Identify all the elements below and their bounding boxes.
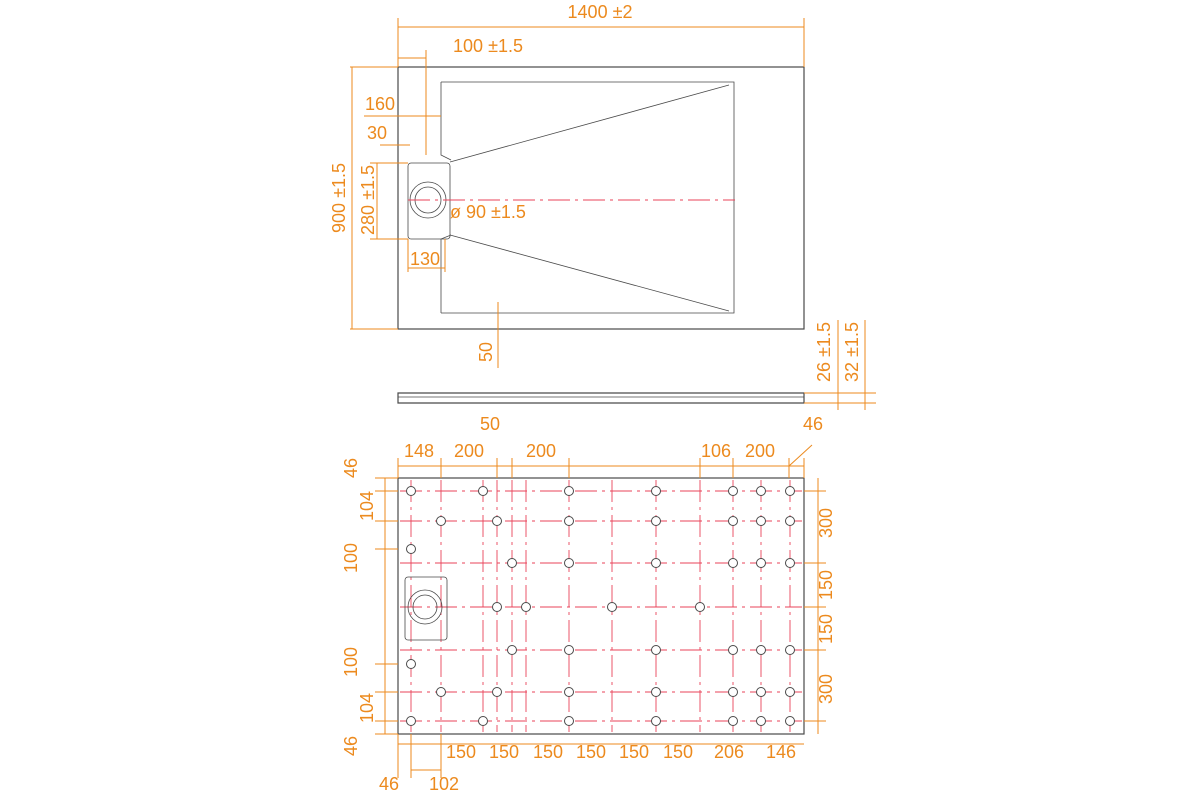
support-hole (508, 646, 517, 655)
support-hole (493, 688, 502, 697)
top-view (398, 67, 804, 329)
support-hole (786, 717, 795, 726)
dim-r150-b: 150 (816, 613, 836, 645)
dim-x150-a: 150 (445, 742, 477, 762)
support-hole (565, 517, 574, 526)
support-hole (786, 688, 795, 697)
support-hole (652, 646, 661, 655)
support-hole (729, 487, 738, 496)
slope-line-upper (450, 85, 729, 162)
tray-side-profile (398, 393, 804, 403)
dim-b46-right: 46 (802, 414, 824, 434)
shower-area-outline (441, 82, 734, 313)
dim-26: 26 ±1.5 (814, 322, 834, 382)
drain-housing (408, 163, 450, 239)
dim-280: 280 ±1.5 (358, 165, 378, 235)
dim-x150-e: 150 (618, 742, 650, 762)
support-hole (565, 646, 574, 655)
dim-b200c: 200 (744, 441, 776, 461)
support-hole (565, 688, 574, 697)
support-hole (565, 487, 574, 496)
dim-50-vertical: 50 (476, 341, 496, 363)
support-hole (729, 517, 738, 526)
support-hole (407, 545, 416, 554)
support-hole (652, 487, 661, 496)
dim-x146: 146 (765, 742, 797, 762)
support-hole (786, 517, 795, 526)
support-hole (608, 603, 617, 612)
support-hole (786, 646, 795, 655)
support-holes (407, 487, 795, 726)
dim-x150-c: 150 (532, 742, 564, 762)
dim-l46-top: 46 (341, 457, 361, 479)
support-hole (479, 487, 488, 496)
support-hole (493, 517, 502, 526)
centerline-grid (400, 480, 802, 732)
support-hole (493, 603, 502, 612)
dim-b50: 50 (479, 414, 501, 434)
support-hole (652, 688, 661, 697)
dim-l100-top: 100 (341, 542, 361, 574)
support-hole (508, 559, 517, 568)
support-hole (757, 559, 766, 568)
dim-l100-bottom: 100 (341, 646, 361, 678)
dim-30: 30 (366, 123, 388, 143)
support-hole (757, 517, 766, 526)
dim-130: 130 (409, 249, 441, 269)
support-hole (786, 487, 795, 496)
support-hole (757, 646, 766, 655)
dim-100-top: 100 ±1.5 (453, 36, 523, 56)
dim-l46-bottom: 46 (341, 735, 361, 757)
support-hole (757, 487, 766, 496)
channel-edge-lower (441, 235, 451, 313)
support-hole (652, 559, 661, 568)
side-view (398, 320, 876, 410)
support-hole (565, 559, 574, 568)
dim-1400: 1400 ±2 (567, 2, 633, 22)
support-hole (729, 559, 738, 568)
support-hole (652, 517, 661, 526)
top-dimensions (350, 18, 804, 368)
support-hole (407, 660, 416, 669)
tray-outline-bottom (398, 478, 804, 734)
support-hole (696, 603, 705, 612)
support-hole (729, 717, 738, 726)
dim-x46: 46 (378, 774, 400, 794)
dim-l104-top: 104 (357, 490, 377, 522)
support-hole (407, 717, 416, 726)
dim-x102: 102 (428, 774, 460, 794)
dim-line (789, 445, 812, 466)
support-hole (565, 717, 574, 726)
dim-x206: 206 (713, 742, 745, 762)
dim-x150-d: 150 (575, 742, 607, 762)
channel-edge-upper (441, 82, 451, 160)
support-hole (757, 688, 766, 697)
bottom-view (398, 478, 804, 734)
support-hole (522, 603, 531, 612)
dim-drain-diameter: ø 90 ±1.5 (450, 202, 526, 222)
dim-160: 160 (364, 94, 396, 114)
dim-b200b: 200 (525, 441, 557, 461)
support-hole (437, 517, 446, 526)
support-hole (479, 717, 488, 726)
dim-900: 900 ±1.5 (329, 163, 349, 233)
dim-b148: 148 (403, 441, 435, 461)
dim-r300-top: 300 (816, 507, 836, 539)
support-hole (437, 688, 446, 697)
dim-b106: 106 (700, 441, 732, 461)
support-hole (729, 646, 738, 655)
dim-b200a: 200 (453, 441, 485, 461)
dim-x150-f: 150 (662, 742, 694, 762)
dim-l104-bottom: 104 (357, 692, 377, 724)
dim-32: 32 ±1.5 (842, 322, 862, 382)
support-hole (729, 688, 738, 697)
slope-line-lower (450, 235, 729, 311)
dim-r300-bottom: 300 (816, 673, 836, 705)
dim-x150-b: 150 (488, 742, 520, 762)
tray-outline-top (398, 67, 804, 329)
support-hole (757, 717, 766, 726)
support-hole (407, 487, 416, 496)
support-hole (652, 717, 661, 726)
support-hole (786, 559, 795, 568)
dim-r150-a: 150 (816, 569, 836, 601)
